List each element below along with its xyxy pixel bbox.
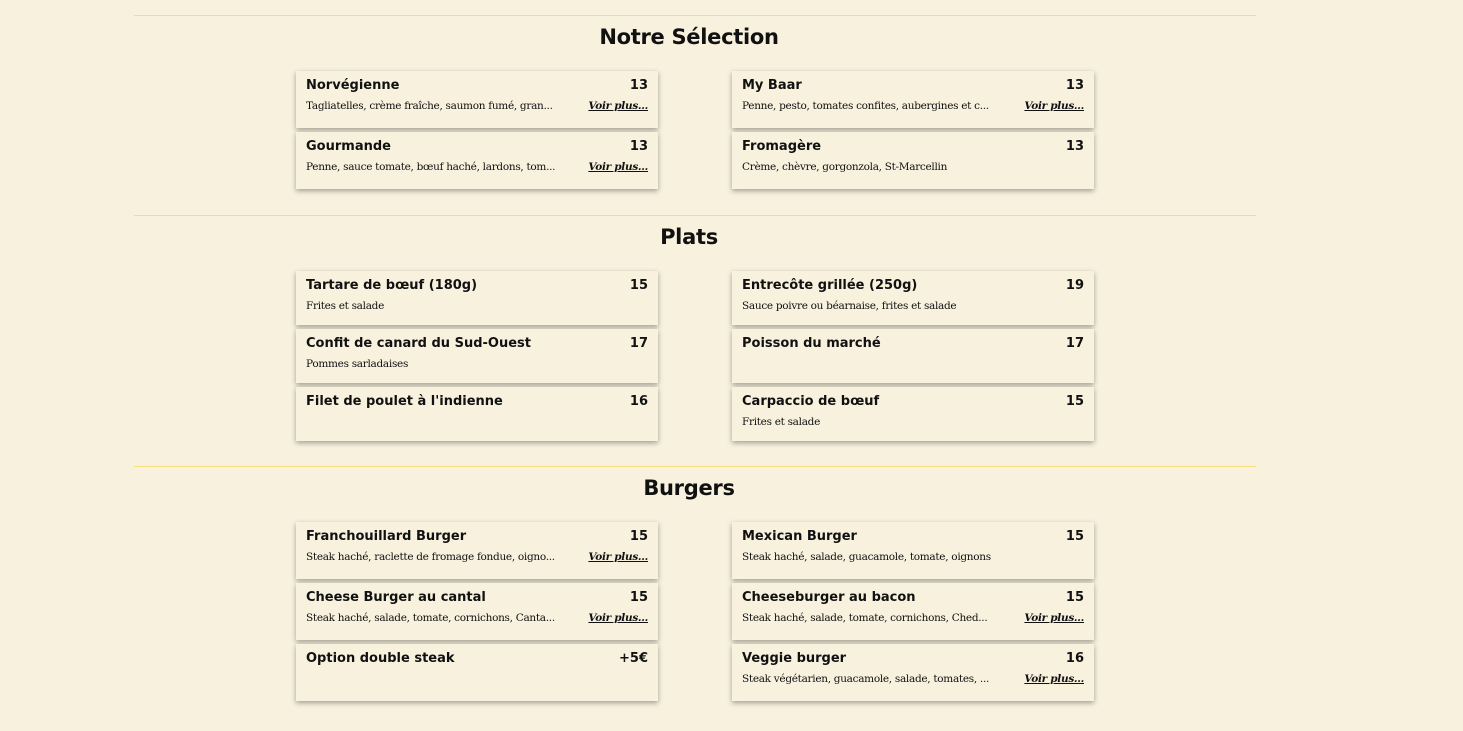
item-price: 16 — [1065, 651, 1084, 666]
menu-item-card[interactable] — [296, 329, 658, 383]
item-name: Veggie burger — [742, 651, 847, 666]
item-description: Tagliatelles, crème fraîche, saumon fumé, gran... — [306, 100, 553, 112]
item-name: Cheeseburger au bacon — [742, 590, 916, 605]
item-price: 17 — [629, 336, 648, 351]
item-price: 15 — [629, 529, 648, 544]
item-price: 19 — [1065, 278, 1084, 293]
item-name: Confit de canard du Sud-Ouest — [306, 336, 531, 351]
item-name: Carpaccio de bœuf — [742, 394, 880, 409]
item-description: Frites et salade — [742, 416, 820, 428]
menu-item-card[interactable] — [732, 329, 1094, 383]
menu-item-card[interactable] — [296, 271, 658, 325]
see-more-link[interactable]: Voir plus... — [1024, 673, 1084, 685]
menu — [0, 15, 1463, 701]
see-more-link[interactable]: Voir plus... — [588, 551, 648, 563]
item-description: Pommes sarladaises — [306, 358, 409, 370]
menu-item-card[interactable] — [732, 132, 1094, 189]
menu-item-card[interactable] — [296, 644, 658, 701]
item-name: Cheese Burger au cantal — [306, 590, 486, 605]
item-price: 15 — [1065, 590, 1084, 605]
section-title: Burgers — [643, 476, 735, 500]
item-price: 15 — [629, 590, 648, 605]
item-description: Crème, chèvre, gorgonzola, St-Marcellin — [742, 161, 948, 173]
item-name: Option double steak — [306, 651, 455, 666]
item-price: 13 — [629, 139, 648, 154]
item-name: Fromagère — [742, 139, 822, 154]
item-price: 17 — [1065, 336, 1084, 351]
item-name: Norvégienne — [306, 78, 400, 93]
item-name: Franchouillard Burger — [306, 529, 467, 544]
menu-item-card[interactable] — [732, 583, 1094, 640]
menu-item-card[interactable] — [732, 522, 1094, 579]
menu-item-card[interactable] — [732, 71, 1094, 128]
section-title: Notre Sélection — [599, 25, 779, 49]
item-price: 13 — [629, 78, 648, 93]
item-description: Steak végétarien, guacamole, salade, tomates, ... — [742, 673, 990, 685]
menu-section-selection — [134, 15, 1256, 189]
item-price: 15 — [629, 278, 648, 293]
menu-section-plats — [134, 215, 1256, 441]
item-description: Penne, pesto, tomates confites, aubergines et c... — [742, 100, 989, 112]
menu-item-card[interactable] — [732, 644, 1094, 701]
menu-items-grid — [296, 71, 1256, 189]
menu-item-card[interactable] — [296, 132, 658, 189]
menu-item-card[interactable] — [296, 71, 658, 128]
item-name: Gourmande — [306, 139, 391, 154]
item-description: Penne, sauce tomate, bœuf haché, lardons, tom... — [306, 161, 556, 173]
see-more-link[interactable]: Voir plus... — [588, 161, 648, 173]
see-more-link[interactable]: Voir plus... — [588, 612, 648, 624]
menu-section-burgers — [134, 466, 1256, 701]
item-price: +5€ — [619, 651, 648, 666]
item-description: Steak haché, raclette de fromage fondue, oigno... — [306, 551, 555, 563]
item-price: 13 — [1065, 139, 1084, 154]
menu-item-card[interactable] — [296, 583, 658, 640]
item-name: Filet de poulet à l'indienne — [306, 394, 503, 409]
item-price: 16 — [629, 394, 648, 409]
item-description: Steak haché, salade, tomate, cornichons, Ched... — [742, 612, 988, 624]
item-name: My Baar — [742, 78, 802, 93]
item-name: Poisson du marché — [742, 336, 881, 351]
menu-item-card[interactable] — [732, 387, 1094, 441]
item-description: Frites et salade — [306, 300, 384, 312]
item-price: 13 — [1065, 78, 1084, 93]
see-more-link[interactable]: Voir plus... — [1024, 100, 1084, 112]
item-name: Tartare de bœuf (180g) — [306, 278, 478, 293]
see-more-link[interactable]: Voir plus... — [588, 100, 648, 112]
item-description: Steak haché, salade, tomate, cornichons, Canta... — [306, 612, 555, 624]
menu-item-card[interactable] — [296, 522, 658, 579]
item-description: Steak haché, salade, guacamole, tomate, oignons — [742, 551, 991, 563]
menu-item-card[interactable] — [732, 271, 1094, 325]
menu-items-grid — [296, 271, 1256, 441]
section-title: Plats — [660, 225, 718, 249]
item-description: Sauce poivre ou béarnaise, frites et salade — [742, 300, 957, 312]
menu-items-grid — [296, 522, 1256, 701]
item-name: Mexican Burger — [742, 529, 857, 544]
see-more-link[interactable]: Voir plus... — [1024, 612, 1084, 624]
menu-item-card[interactable] — [296, 387, 658, 441]
item-price: 15 — [1065, 394, 1084, 409]
item-name: Entrecôte grillée (250g) — [742, 278, 918, 293]
item-price: 15 — [1065, 529, 1084, 544]
